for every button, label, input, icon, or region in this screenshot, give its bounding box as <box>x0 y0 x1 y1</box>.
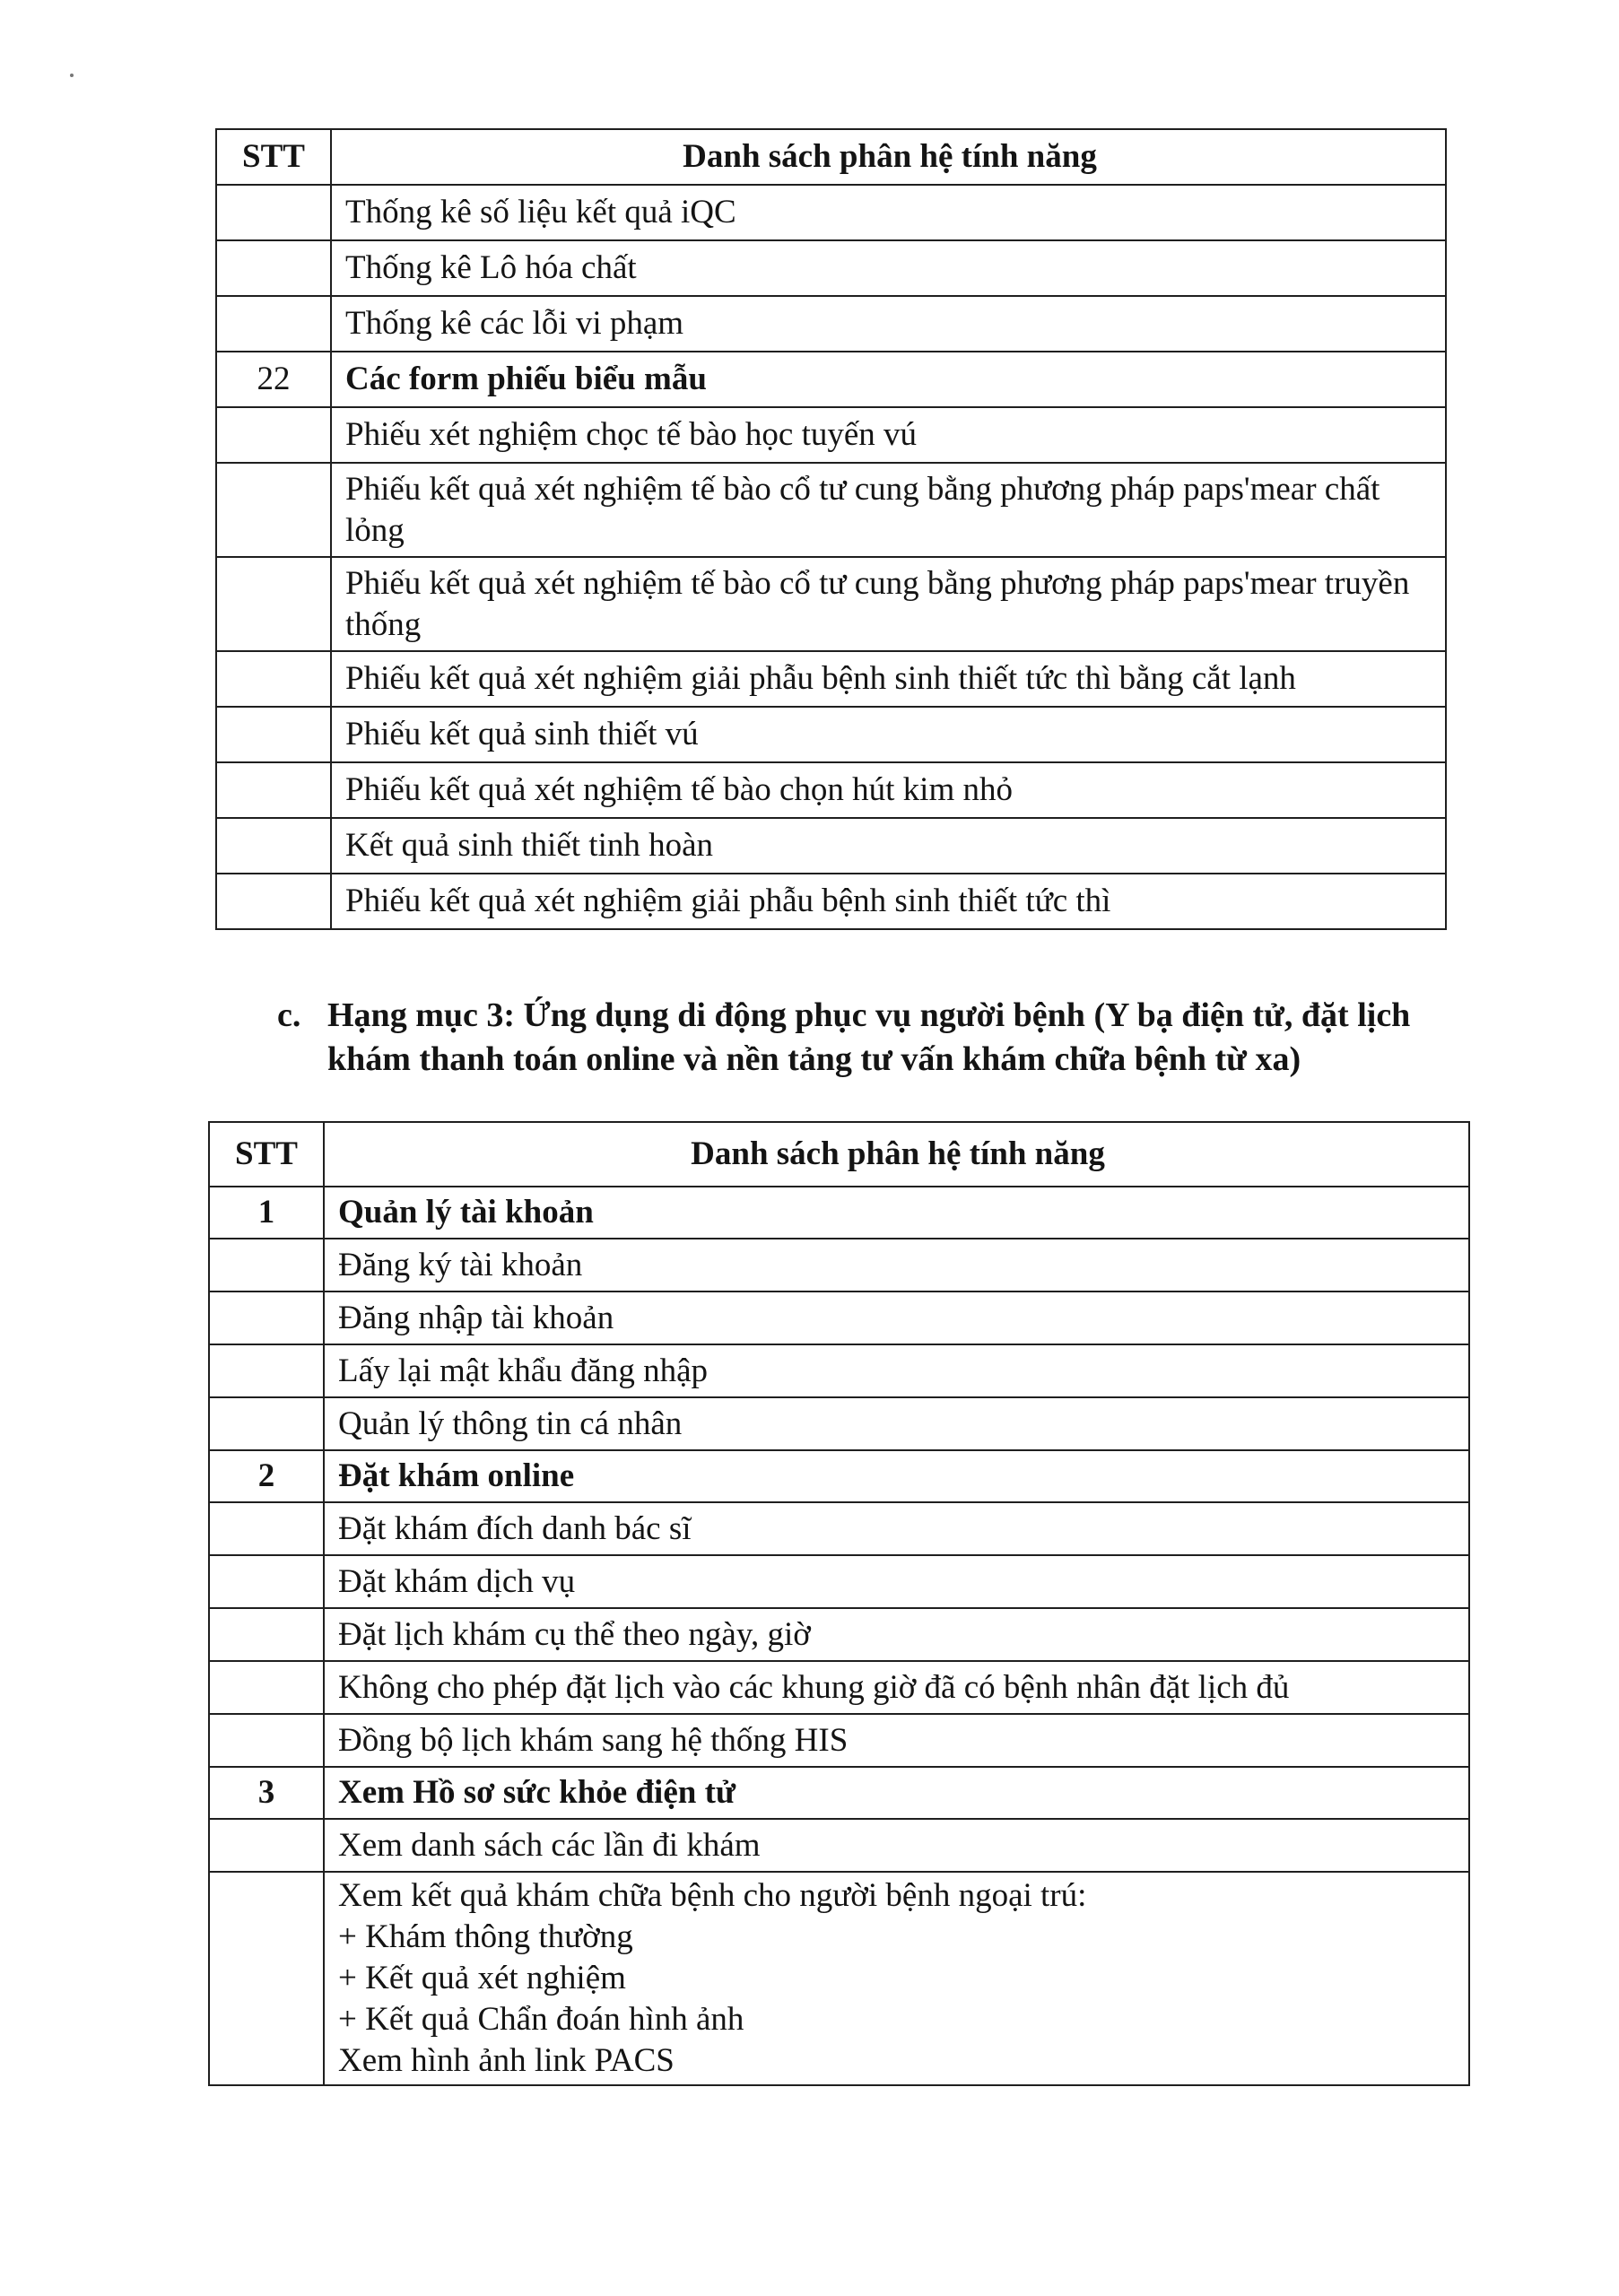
stt-cell <box>216 707 331 762</box>
table-group-row <box>209 1767 1469 1819</box>
feature-list-header: Danh sách phân hệ tính năng <box>324 1122 1469 1187</box>
feature-list-header: Danh sách phân hệ tính năng <box>331 129 1446 185</box>
stt-cell <box>216 407 331 463</box>
stt-cell <box>216 762 331 818</box>
feature-cell: Kết quả sinh thiết tinh hoàn <box>331 818 1446 874</box>
feature-cell: Thống kê số liệu kết quả iQC <box>331 185 1446 240</box>
scan-speck <box>70 74 74 77</box>
table-row <box>216 762 1446 818</box>
feature-cell: Quản lý thông tin cá nhân <box>324 1397 1469 1450</box>
table-row <box>216 463 1446 557</box>
table-row <box>216 557 1446 651</box>
table-group-row <box>209 1187 1469 1239</box>
group-title-cell: Xem Hồ sơ sức khỏe điện tử <box>324 1767 1469 1819</box>
stt-cell <box>209 1608 324 1661</box>
stt-cell: 22 <box>216 352 331 407</box>
stt-cell <box>216 557 331 651</box>
table-row <box>209 1239 1469 1292</box>
table-row <box>216 874 1446 929</box>
table-row <box>216 707 1446 762</box>
feature-cell: Lấy lại mật khẩu đăng nhập <box>324 1344 1469 1397</box>
table-row <box>216 818 1446 874</box>
feature-cell-multiline: Xem kết quả khám chữa bệnh cho người bệnh ngoại trú: + Khám thông thường + Kết quả xét nghiệm + Kết quả Chẩn đoán hình ảnh Xem hình ảnh link PACS <box>324 1872 1469 2085</box>
feature-cell: Đặt khám dịch vụ <box>324 1555 1469 1608</box>
stt-header: STT <box>209 1122 324 1187</box>
feature-cell: Phiếu kết quả xét nghiệm tế bào chọn hút kim nhỏ <box>331 762 1446 818</box>
feature-cell: Phiếu kết quả sinh thiết vú <box>331 707 1446 762</box>
stt-cell <box>209 1292 324 1344</box>
group-title-cell: Quản lý tài khoản <box>324 1187 1469 1239</box>
stt-cell <box>209 1872 324 2085</box>
stt-cell <box>209 1397 324 1450</box>
stt-cell <box>209 1714 324 1767</box>
table-header-row <box>216 129 1446 185</box>
feature-cell: Phiếu xét nghiệm chọc tế bào học tuyến vú <box>331 407 1446 463</box>
feature-cell: Phiếu kết quả xét nghiệm giải phẫu bệnh sinh thiết tức thì <box>331 874 1446 929</box>
feature-cell: Phiếu kết quả xét nghiệm tế bào cổ tư cung bằng phương pháp paps'mear chất lỏng <box>331 463 1446 557</box>
stt-cell <box>216 651 331 707</box>
stt-cell: 1 <box>209 1187 324 1239</box>
stt-cell <box>216 240 331 296</box>
feature-cell: Đặt khám đích danh bác sĩ <box>324 1502 1469 1555</box>
stt-cell <box>209 1819 324 1872</box>
table-row <box>209 1872 1469 2085</box>
feature-cell: Đăng ký tài khoản <box>324 1239 1469 1292</box>
stt-cell <box>209 1344 324 1397</box>
stt-cell <box>209 1555 324 1608</box>
stt-cell <box>216 185 331 240</box>
table-row <box>216 185 1446 240</box>
table-row <box>209 1555 1469 1608</box>
table-row <box>216 296 1446 352</box>
group-title-cell: Các form phiếu biểu mẫu <box>331 352 1446 407</box>
stt-cell: 3 <box>209 1767 324 1819</box>
stt-cell <box>209 1661 324 1714</box>
table-row <box>216 240 1446 296</box>
feature-table-2 <box>208 1121 1470 2086</box>
table-row <box>209 1292 1469 1344</box>
stt-cell <box>216 296 331 352</box>
feature-cell: Không cho phép đặt lịch vào các khung giờ đã có bệnh nhân đặt lịch đủ <box>324 1661 1469 1714</box>
group-title-cell: Đặt khám online <box>324 1450 1469 1502</box>
table-row <box>216 407 1446 463</box>
stt-cell <box>209 1239 324 1292</box>
table-row <box>209 1714 1469 1767</box>
table-row <box>209 1344 1469 1397</box>
feature-cell: Phiếu kết quả xét nghiệm giải phẫu bệnh sinh thiết tức thì bằng cắt lạnh <box>331 651 1446 707</box>
feature-cell: Đăng nhập tài khoản <box>324 1292 1469 1344</box>
feature-cell: Xem danh sách các lần đi khám <box>324 1819 1469 1872</box>
feature-cell: Phiếu kết quả xét nghiệm tế bào cổ tư cung bằng phương pháp paps'mear truyền thống <box>331 557 1446 651</box>
section-marker: c. <box>277 996 301 1034</box>
table-group-row <box>209 1450 1469 1502</box>
stt-header: STT <box>216 129 331 185</box>
table-row <box>216 651 1446 707</box>
stt-cell <box>216 463 331 557</box>
table-header-row <box>209 1122 1469 1187</box>
table-row <box>209 1502 1469 1555</box>
stt-cell: 2 <box>209 1450 324 1502</box>
section-c-heading <box>277 994 1470 1082</box>
stt-cell <box>216 818 331 874</box>
feature-cell: Thống kê Lô hóa chất <box>331 240 1446 296</box>
table-row <box>209 1397 1469 1450</box>
table-group-row <box>216 352 1446 407</box>
feature-cell: Thống kê các lỗi vi phạm <box>331 296 1446 352</box>
feature-table-1 <box>215 128 1447 930</box>
stt-cell <box>216 874 331 929</box>
table-row <box>209 1661 1469 1714</box>
table-row <box>209 1608 1469 1661</box>
stt-cell <box>209 1502 324 1555</box>
table-row <box>209 1819 1469 1872</box>
section-title: Hạng mục 3: Ứng dụng di động phục vụ người bệnh (Y bạ điện tử, đặt lịch khám thanh toán online và nền tảng tư vấn khám chữa bệnh từ xa) <box>327 996 1411 1078</box>
feature-cell: Đồng bộ lịch khám sang hệ thống HIS <box>324 1714 1469 1767</box>
feature-cell: Đặt lịch khám cụ thể theo ngày, giờ <box>324 1608 1469 1661</box>
